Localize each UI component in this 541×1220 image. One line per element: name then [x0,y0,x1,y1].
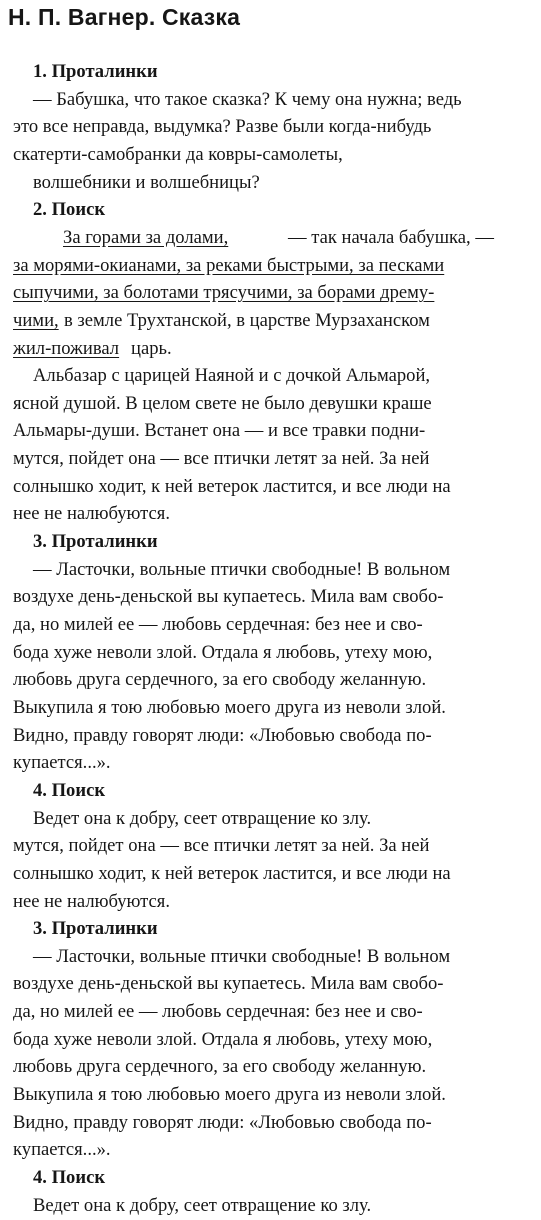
line-text: воздухе день-деньской вы купаетесь. Мила вам свобо- [13,586,444,608]
text-line [0,556,541,584]
line-text: в земле Трухтанской, в царстве Мурзаханском [64,309,430,331]
text-line [0,307,541,335]
text-line [0,639,541,667]
line-text: — Ласточки, вольные птички свободные! В вольном [33,558,451,580]
line-text: воздухе день-деньской вы купаетесь. Мила вам свобо- [13,973,444,995]
line-text: мутся, пойдет она — все птички летят за ней. За ней [13,835,430,857]
heading-text: 4. Поиск [33,779,106,801]
line-text: Альмары-души. Встанет она — и все травки подни- [13,420,426,442]
heading-text: 3. Проталинки [33,531,158,553]
underlined-text: жил-поживал [13,337,120,359]
line-text: купается...». [13,752,111,774]
text-line [0,805,541,833]
underlined-text: за морями-окианами, за реками быстрыми, за песками [13,254,445,276]
line-text: бода хуже неволи злой. Отдала я любовь, утеху мою, [13,641,433,663]
line-text: любовь друга сердечного, за его свободу желанную. [13,1056,427,1078]
line-text: это все неправда, выдумка? Разве были когда-нибудь [13,116,432,138]
text-line [0,390,541,418]
underlined-text: сыпучими, за болотами трясучими, за борами дрему- [13,282,435,304]
line-text: Выкупила я тою любовью моего друга из неволи злой. [13,1084,446,1106]
heading-text: 2. Поиск [33,199,106,221]
line-text: нее не налюбуются. [13,890,170,912]
text-line [0,860,541,888]
heading-text: 1. Проталинки [33,61,158,82]
line-text: — Бабушка, что такое сказка? К чему она нужна; ведь [33,88,462,110]
text-line [0,583,541,611]
text-line [0,749,541,777]
text-line [0,722,541,750]
page-title: Н. П. Вагнер. Сказка [8,4,241,30]
text-line [0,224,541,252]
line-text: — так начала бабушка, — [288,226,494,248]
section-heading [0,777,541,805]
section-heading [0,528,541,556]
line-text: нее не налюбуются. [13,503,170,525]
line-text: Выкупила я тою любовью моего друга из неволи злой. [13,696,446,718]
text-line [0,500,541,528]
heading-text: 3. Проталинки [33,918,158,940]
line-text: ясной душой. В целом свете не было девушки краше [13,392,432,414]
text-line [0,832,541,860]
underlined-text: чими, [13,309,59,331]
line-text: да, но милей ее — любовь сердечная: без нее и сво- [13,614,423,635]
text-line [0,998,541,1026]
line-text: солнышко ходит, к ней ветерок ластится, и все люди на [13,475,451,497]
text-line [0,1109,541,1137]
section-heading [0,915,541,943]
line-text: Альбазар с царицей Наяной и с дочкой Альмарой, [33,365,431,387]
text-line [0,86,541,114]
text-line [0,1053,541,1081]
text-line [0,888,541,916]
line-text: бода хуже неволи злой. Отдала я любовь, утеху мою, [13,1028,433,1050]
section-heading [0,196,541,224]
section-heading [0,1164,541,1192]
line-text: мутся, пойдет она — все птички летят за ней. За ней [13,448,430,470]
text-line [0,417,541,445]
line-text: любовь друга сердечного, за его свободу желанную. [13,669,427,691]
line-text: купается...». [13,1139,111,1161]
text-line [0,169,541,197]
line-text: да, но милей ее — любовь сердечная: без нее и сво- [13,1001,423,1023]
text-line [0,141,541,169]
text-line [0,362,541,390]
text-line [0,1192,541,1220]
text-line [0,335,541,363]
text-line [0,279,541,307]
text-line [0,1081,541,1109]
line-text: солнышко ходит, к ней ветерок ластится, и все люди на [13,862,451,884]
section-heading [0,58,541,86]
text-line [0,943,541,971]
text-line [0,252,541,280]
text-line [0,113,541,141]
line-text: Ведет она к добру, сеет отвращение ко злу. [33,1194,372,1216]
line-text: Ведет она к добру, сеет отвращение ко злу. [33,807,372,829]
text-line [0,445,541,473]
line-text: волшебники и волшебницы? [33,171,260,193]
text-line [0,611,541,639]
underlined-text: За горами за долами, [63,226,229,248]
line-text: царь. [131,337,172,359]
text-line [0,970,541,998]
line-text: Видно, правду говорят люди: «Любовью свобода по- [13,724,432,746]
text-line [0,694,541,722]
text-line [0,1026,541,1054]
line-text: Видно, правду говорят люди: «Любовью свобода по- [13,1111,432,1133]
heading-text: 4. Поиск [33,1167,106,1188]
line-text: скатерти-самобранки да ковры-самолеты, [13,143,343,165]
text-line [0,473,541,501]
line-text: — Ласточки, вольные птички свободные! В вольном [33,945,451,967]
text-line [0,666,541,694]
text-line [0,1136,541,1164]
